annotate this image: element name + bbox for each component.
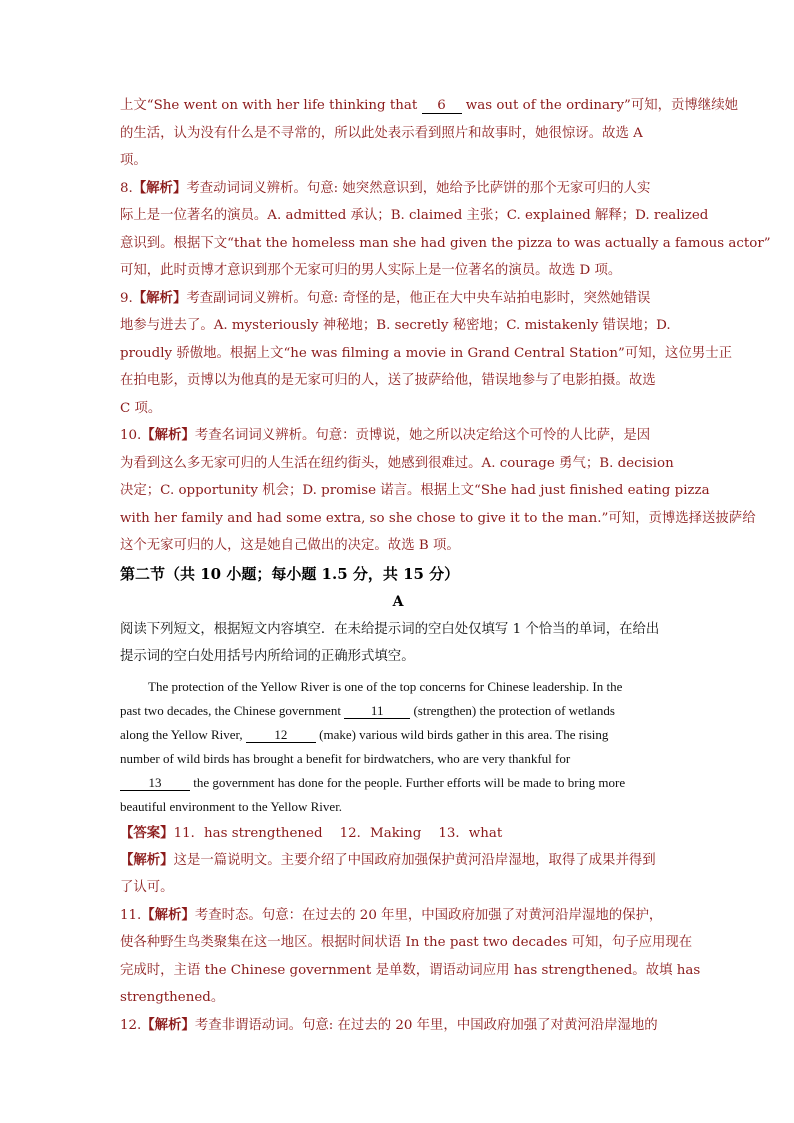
para8-line3: 意识到。根据下文“that the homeless man she had given the pizza to was actually a famous actor” [120,235,771,251]
text: 考查非谓语动词。句意: 在过去的 20 年里，中国政府加强了对黄河沿岸湿地的 [194,1017,658,1033]
blank-12: 12 [246,727,316,743]
passage-line6: beautiful environment to the Yellow River. [120,799,343,815]
para9-line4: 在拍电影，贡博以为他真的是无家可归的人，送了披萨给他，错误地参与了电影拍摄。故选 [120,373,656,388]
text: 考查时态。句意：在过去的 20 年里，中国政府加强了对黄河沿岸湿地的保护， [194,907,663,923]
answer-tag: 【答案】 [120,824,174,841]
para7-line3: 项。 [120,153,147,168]
analysis-line1 [120,847,676,875]
passage-line5 [120,771,676,795]
para10-line4: with her family and had some extra, so she chose to give it to the man.”可知，贡博选择送披萨给 [120,510,756,526]
passage-line3 [120,723,676,747]
answer-text: 11．has strengthened 12．Making 13．what [173,825,503,841]
para7-line2: 的生活，认为没有什么是不寻常的，所以此处表示看到照片和故事时，她很惊讶。故选 A [120,125,643,141]
analysis-tag: 【解析】 [141,427,195,443]
text: 这是一篇说明文。主要介绍了中国政府加强保护黄河沿岸湿地，取得了成果并得到 [173,852,656,868]
instruction-line2: 提示词的空白处用括号内所给词的正确形式填空。 [120,649,415,664]
para8-line2: 际上是一位著名的演员。A. admitted 承认；B. claimed 主张；C. explained 解释；D. realized [120,208,709,223]
para10-line1 [120,422,676,450]
text: along the Yellow River, [120,726,246,742]
analysis-tag: 【解析】 [120,851,174,868]
text: 考查动词词义辨析。句意: 她突然意识到，她给予比萨饼的那个无家可归的人实 [186,180,651,196]
blank-13: 13 [120,775,190,791]
text: 上文“She went on with her life thinking that [120,98,422,113]
question-number: 10. [120,428,142,443]
analysis-tag: 【解析】 [132,289,187,306]
para10-line2: 为看到这么多无家可归的人生活在纽约街头，她感到很难过。A. courage 勇气；B. decision [120,455,674,471]
question-number: 8. [120,180,133,196]
section-title: 第二节（共 10 小题；每小题 1.5 分，共 15 分） [120,564,460,583]
para8-line1 [120,175,676,203]
para9-line5: C 项。 [120,400,162,416]
blank-6: 6 [422,98,462,114]
para9-line3: proudly 骄傲地。根据上文“he was filming a movie in Grand Central Station”可知，这位男士正 [120,345,733,361]
para10-line3: 决定；C. opportunity 机会；D. promise 诺言。根据上文“She had just finished eating pizza [120,483,710,498]
para7-line1 [120,92,738,120]
para11-line1 [120,902,676,930]
analysis-tag: 【解析】 [141,1016,195,1033]
part-label: A [392,593,404,610]
analysis-line2: 了认可。 [120,880,174,896]
question-number: 12. [120,1017,142,1033]
para11-line2: 使各种野生鸟类聚集在这一地区。根据时间状语 In the past two decades 可知，句子应用现在 [120,935,693,951]
para9-line2: 地参与进去了。A. mysteriously 神秘地；B. secretly 秘密地；C. mistakenly 错误地；D. [120,318,671,333]
answer-line [120,820,676,847]
instruction-line1: 阅读下列短文，根据短文内容填空．在未给提示词的空白处仅填写 1 个恰当的单词，在给出 [120,621,660,637]
text: (strengthen) the protection of wetlands [410,702,615,718]
text: 考查名词词义辨析。句意：贡博说，她之所以决定给这个可怜的人比萨，是因 [194,428,651,443]
para9-line1 [120,285,676,313]
question-number: 11. [120,907,142,923]
document-content [120,92,771,1039]
passage-line2 [120,699,676,723]
question-number: 9. [120,290,133,306]
analysis-tag: 【解析】 [132,179,187,196]
para12-line1 [120,1012,676,1040]
passage-line1: The protection of the Yellow River is one of the top concerns for Chinese leadership. In the [148,678,623,694]
para11-line3: 完成时，主语 the Chinese government 是单数，谓语动词应用 has strengthened。故填 has [120,962,701,978]
text: (make) various wild birds gather in this area. The rising [315,726,609,742]
text: was out of the ordinary”可知，贡博继续她 [461,98,738,113]
para8-line4: 可知，此时贡博才意识到那个无家可归的男人实际上是一位著名的演员。故选 D 项。 [120,263,622,278]
passage-line4: number of wild birds has brought a benefit for birdwatchers, who are very thankful for [120,751,571,767]
analysis-tag: 【解析】 [141,906,195,923]
blank-11: 11 [344,703,410,719]
para10-line5: 这个无家可归的人，这是她自己做出的决定。故选 B 项。 [120,538,460,553]
para11-line4: strengthened。 [120,990,225,1006]
text: past two decades, the Chinese government [120,702,345,718]
text: the government has done for the people. Further efforts will be made to bring more [190,775,626,791]
text: 考查副词词义辨析。句意: 奇怪的是，他正在大中央车站拍电影时，突然她错误 [186,290,651,306]
